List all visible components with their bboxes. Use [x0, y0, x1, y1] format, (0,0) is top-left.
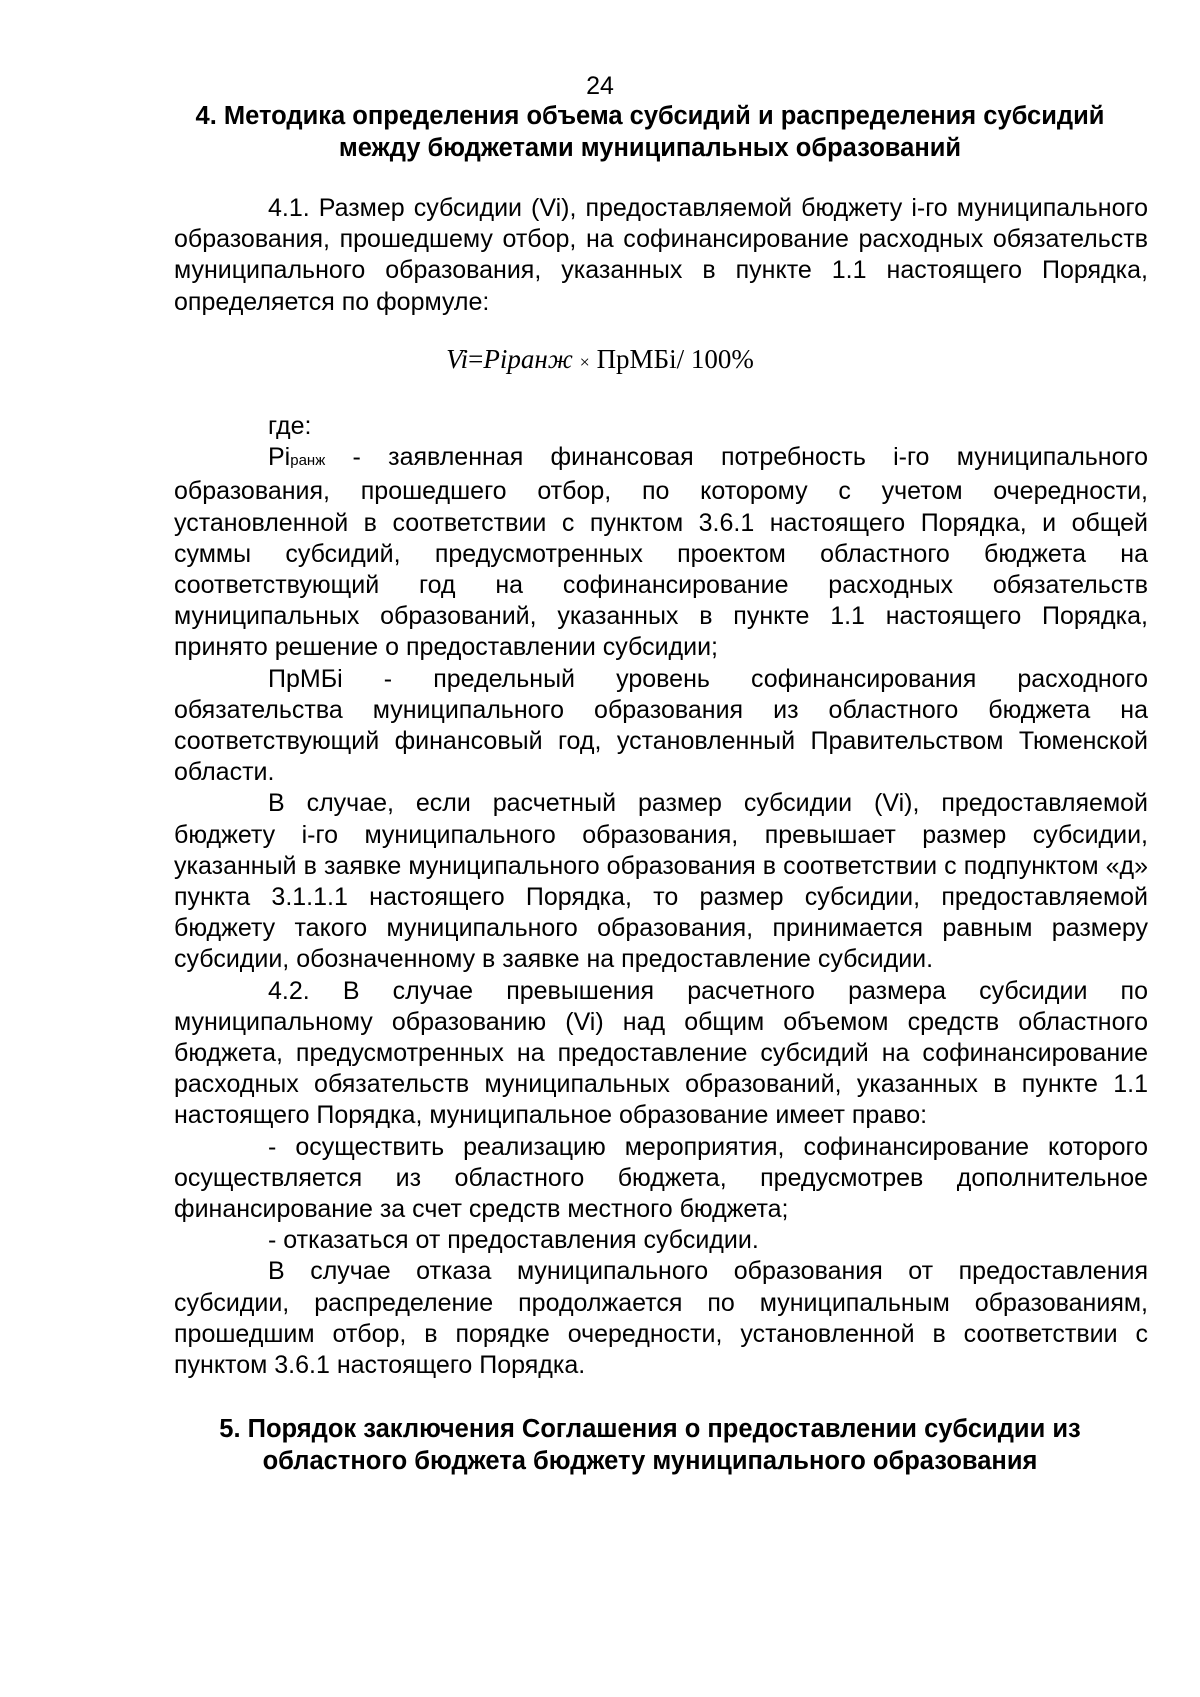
formula-equals: =	[468, 344, 484, 374]
section-4-title-line-1: 4. Методика определения объема субсидий и распределения субсидий	[195, 102, 1105, 130]
definition-pi-text: - заявленная финансовая потребность i-го муниципального образования, прошедшего отбор, по которому с учетом очередности, установленной в соответствии с пунктом 3.6.1 настоящего Порядка, и общей суммы субсидий, предусмотренных проектом областного бюджета на соответствующий год на софинансирование расходных обязательств муниципальных образований, указанных в пункте 1.1 настоящего Порядка, принято решение о предоставлении субсидии;	[174, 443, 1148, 662]
subsidy-formula	[0, 344, 1200, 375]
paragraph-refusal: В случае отказа муниципального образования от предоставления субсидии, распределение продолжается по муниципальным образованиям, прошедшим отбор, в порядке очередности, установленной в соответствии с пунктом 3.6.1 настоящего Порядка.	[174, 1257, 1148, 1380]
section-5-title-line-1: 5. Порядок заключения Соглашения о предоставлении субсидии из	[219, 1415, 1081, 1443]
paragraph-4-2: 4.2. В случае превышения расчетного размера субсидии по муниципальному образованию (Vi) над общим объемом средств областного бюджета, предусмотренных на предоставление субсидий на софинансирование расходных обязательств муниципальных образований, указанных в пункте 1.1 настоящего Порядка, муниципальное образование имеет право:	[174, 976, 1148, 1130]
bullet-1: - осуществить реализацию мероприятия, софинансирование которого осуществляется из областного бюджета, предусмотрев дополнительное финансирование за счет средств местного бюджета;	[174, 1132, 1148, 1224]
paragraph-4-1: 4.1. Размер субсидии (Vi), предоставляемой бюджету i-го муниципального образования, прошедшему отбор, на софинансирование расходных обязательств муниципального образования, указанных в пункте 1.1 настоящего Порядка, определяется по формуле:	[174, 194, 1148, 316]
paragraph-4-1-block	[174, 193, 1148, 318]
main-text-block	[174, 411, 1148, 1381]
section-4-title-line-2: между бюджетами муниципальных образований	[338, 134, 962, 162]
page-number: 24	[586, 72, 614, 100]
definition-pi-symbol: Pi	[268, 443, 291, 472]
definition-pi	[174, 442, 1148, 663]
paragraph-case-exceeds: В случае, если расчетный размер субсидии (Vi), предоставляемой бюджету i-го муниципального образования, превышает размер субсидии, указанный в заявке муниципального образования в соответствии с подпунктом «д» пункта 3.1.1.1 настоящего Порядка, то размер субсидии, предоставляемой бюджету такого муниципального образования, принимается равным размеру субсидии, обозначенному в заявке на предоставление субсидии.	[174, 789, 1148, 974]
formula-lhs: Vi	[446, 344, 469, 374]
formula-times: ×	[579, 352, 590, 372]
section-5-title	[180, 1413, 1120, 1477]
definition-pi-subscript: ранж	[290, 452, 326, 470]
formula-term-2: ПрМБi/ 100%	[596, 344, 754, 374]
formula-term-1: Piранж	[483, 344, 573, 374]
definition-prmbi: ПрМБi - предельный уровень софинансирования расходного обязательства муниципального образования из областного бюджета на соответствующий финансовый год, установленный Правительством Тюменской области.	[174, 664, 1148, 787]
section-4-title	[180, 100, 1120, 164]
bullet-2: - отказаться от предоставления субсидии.	[268, 1226, 759, 1255]
where-label: где:	[268, 412, 312, 440]
section-5-title-line-2: областного бюджета бюджету муниципального образования	[262, 1447, 1038, 1475]
